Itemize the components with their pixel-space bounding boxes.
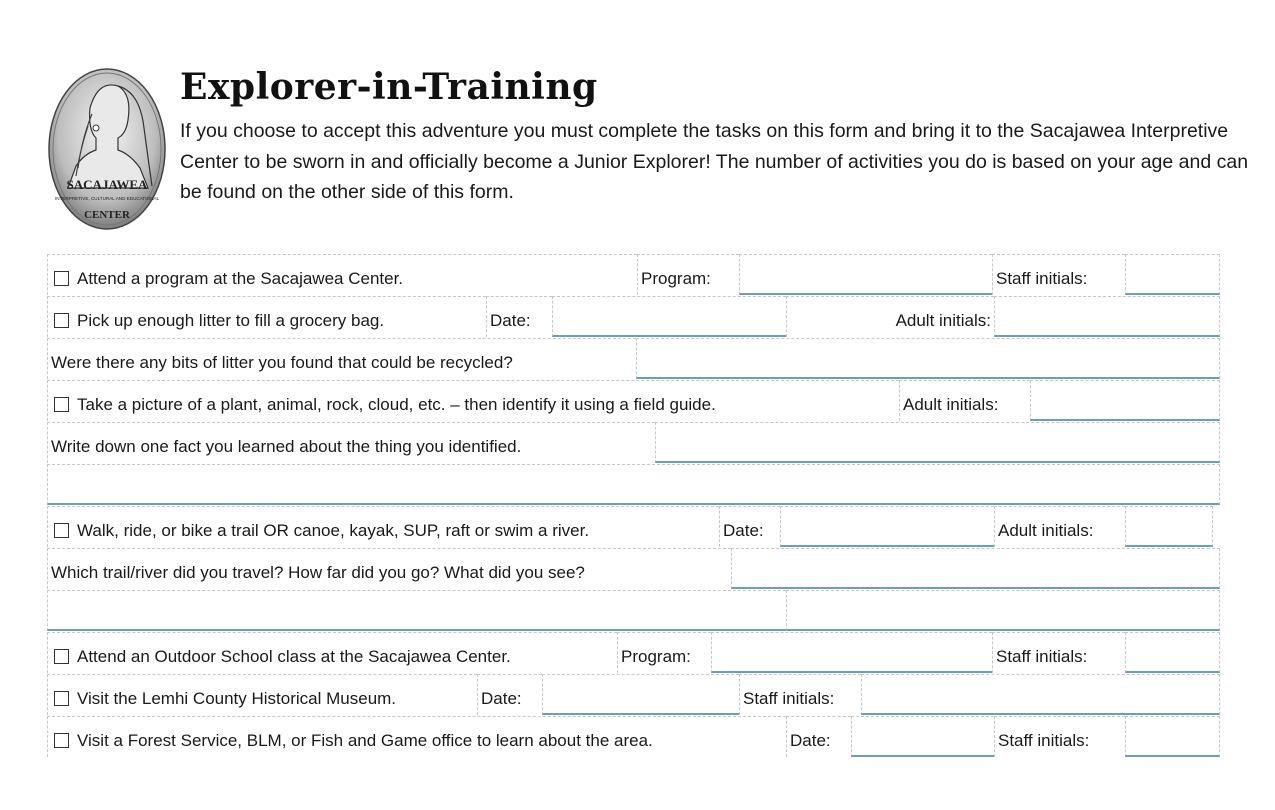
task-trail [47, 506, 719, 547]
question-row-trail [47, 548, 1220, 590]
date-label: Date: [786, 716, 851, 757]
task-picture [47, 380, 899, 421]
recycle-question: Were there any bits of litter you found that could be recycled? [47, 338, 636, 379]
adult-initials-field[interactable] [1030, 380, 1220, 421]
date-field[interactable] [851, 716, 994, 757]
program-field[interactable] [711, 632, 992, 673]
task-row-museum [47, 674, 1220, 716]
task-label: Walk, ride, or bike a trail OR canoe, kayak, SUP, raft or swim a river. [77, 521, 590, 540]
date-label: Date: [486, 296, 552, 337]
trail-answer-field-line2b[interactable] [786, 590, 1220, 631]
logo-text: SACAJAWEA [66, 177, 148, 192]
adult-initials-label: Adult initials: [899, 380, 1030, 421]
trail-answer-field[interactable] [731, 548, 1220, 589]
trail-question: Which trail/river did you travel? How far did you go? What did you see? [47, 548, 731, 589]
staff-initials-field[interactable] [1125, 716, 1220, 757]
question-row-recycle [47, 338, 1220, 380]
page-title: Explorer-in-Training [180, 66, 598, 108]
task-label: Pick up enough litter to fill a grocery bag. [77, 311, 385, 330]
date-label: Date: [719, 506, 780, 547]
task-checkbox[interactable] [54, 523, 69, 538]
adult-initials-label: Adult initials: [994, 506, 1125, 547]
task-checkbox[interactable] [54, 691, 69, 706]
answer-row-fact-continued [47, 464, 1220, 506]
staff-initials-field[interactable] [861, 674, 1220, 715]
task-row-program [47, 254, 1220, 296]
task-checkbox[interactable] [54, 271, 69, 286]
date-field[interactable] [542, 674, 739, 715]
task-label: Take a picture of a plant, animal, rock, cloud, etc. – then identify it using a field guide. [77, 395, 716, 414]
task-litter [47, 296, 486, 337]
fact-question: Write down one fact you learned about the thing you identified. [47, 422, 655, 463]
adult-initials-field[interactable] [1125, 506, 1213, 547]
task-checkbox[interactable] [54, 397, 69, 412]
task-forest-service [47, 716, 786, 757]
fact-answer-field-line2[interactable] [47, 464, 1220, 505]
staff-initials-field[interactable] [1125, 632, 1220, 673]
staff-initials-field[interactable] [1125, 254, 1220, 295]
logo-center-text: CENTER [84, 209, 130, 221]
date-field[interactable] [780, 506, 994, 547]
fact-answer-field[interactable] [655, 422, 1220, 463]
task-row-outdoor-school [47, 632, 1220, 674]
adult-initials-field[interactable] [994, 296, 1220, 337]
recycle-answer-field[interactable] [636, 338, 1220, 379]
task-label: Attend an Outdoor School class at the Sacajawea Center. [77, 647, 511, 666]
staff-initials-label: Staff initials: [994, 716, 1125, 757]
task-label: Visit the Lemhi County Historical Museum. [77, 689, 397, 708]
task-program [47, 254, 637, 295]
staff-initials-label: Staff initials: [739, 674, 861, 715]
staff-initials-label: Staff initials: [992, 254, 1125, 295]
question-row-fact [47, 422, 1220, 464]
task-museum [47, 674, 477, 715]
task-row-trail [47, 506, 1220, 548]
trail-answer-field-line2[interactable] [47, 590, 786, 631]
program-label: Program: [617, 632, 711, 673]
task-checkbox[interactable] [54, 313, 69, 328]
task-row-picture [47, 380, 1220, 422]
program-field[interactable] [739, 254, 992, 295]
task-row-forest-service [47, 716, 1220, 758]
date-field[interactable] [552, 296, 786, 337]
task-label: Visit a Forest Service, BLM, or Fish and Game office to learn about the area. [77, 731, 653, 750]
logo-subtext: INTERPRETIVE, CULTURAL AND EDUCATIONAL [54, 196, 160, 201]
staff-initials-label: Staff initials: [992, 632, 1125, 673]
task-checkbox[interactable] [54, 649, 69, 664]
task-row-litter [47, 296, 1220, 338]
date-label: Date: [477, 674, 542, 715]
task-checkbox[interactable] [54, 733, 69, 748]
task-label: Attend a program at the Sacajawea Center. [77, 269, 404, 288]
task-outdoor-school [47, 632, 617, 673]
answer-row-trail-continued [47, 590, 1220, 632]
sacajawea-center-logo [48, 68, 166, 230]
adult-initials-label: Adult initials: [786, 296, 994, 337]
intro-paragraph: If you choose to accept this adventure you must complete the tasks on this form and bring it to the Sacajawea Interpretive Center to be sworn in and officially become a Junior Explorer! The number of activities you do is based on your age and can be found on the other side of this form. [180, 120, 1249, 203]
program-label: Program: [637, 254, 739, 295]
